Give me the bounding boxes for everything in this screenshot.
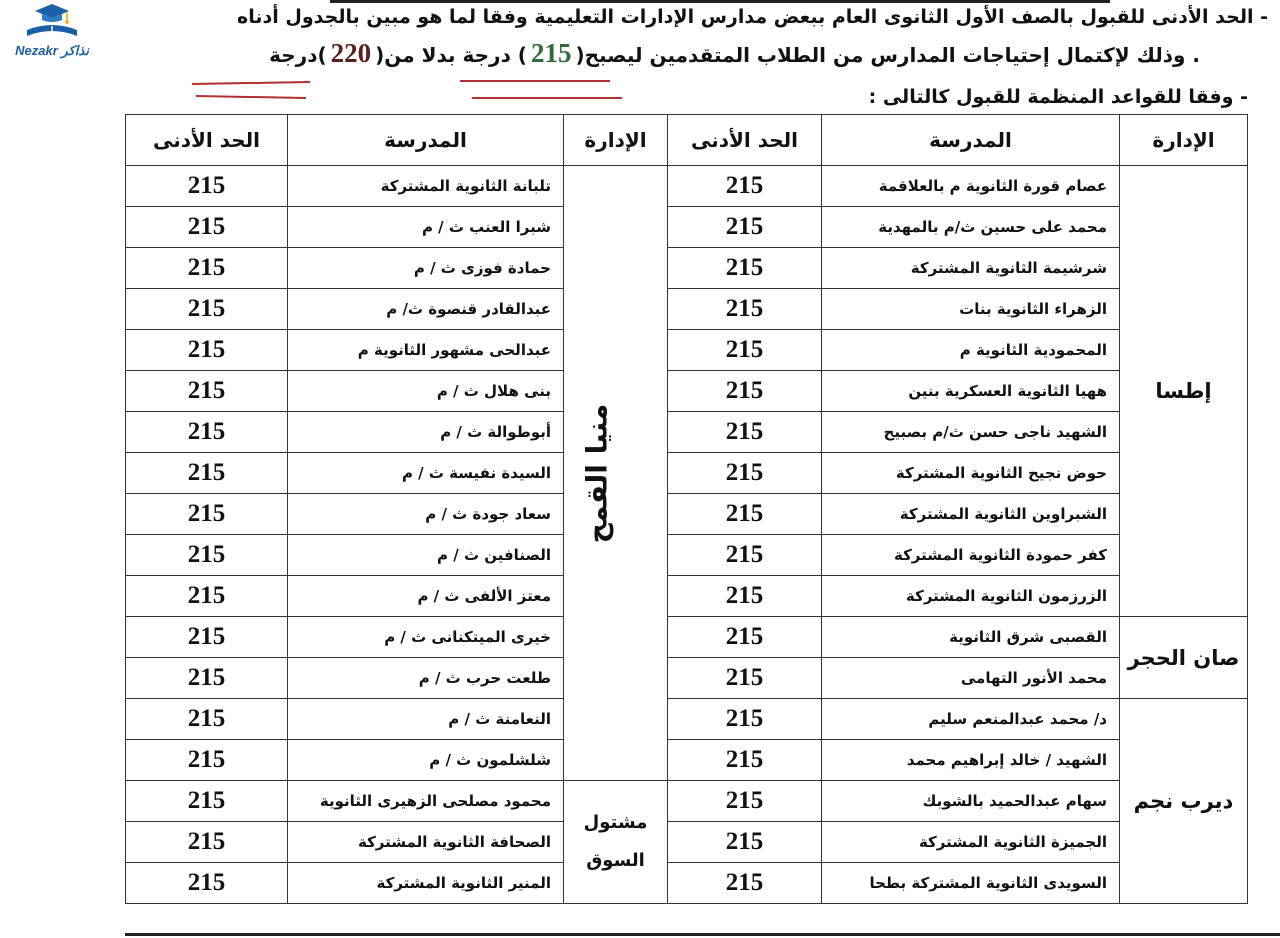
school-name: المنير الثانوية المشتركة — [288, 863, 564, 904]
school-name: أبوطوالة ث / م — [288, 412, 564, 453]
min-score: 215 — [668, 781, 822, 822]
school-name: محمود مصلحى الزهيرى الثانوية — [288, 781, 564, 822]
table-row — [126, 330, 1248, 371]
min-score: 215 — [126, 822, 288, 863]
min-score: 215 — [668, 617, 822, 658]
min-score: 215 — [126, 494, 288, 535]
handwritten-underline — [192, 81, 310, 85]
table-row — [126, 740, 1248, 781]
nezakr-logo — [6, 2, 98, 66]
table-row — [126, 494, 1248, 535]
school-name: ههيا الثانوية العسكرية بنين — [822, 371, 1120, 412]
admin-name: منيا القمح — [580, 403, 614, 543]
school-name: د/ محمد عبدالمنعم سليم — [822, 699, 1120, 740]
intro-line-2-a: . وذلك لإكتمال إحتياجات المدارس من الطلاب المتقدمين ليصبح( — [575, 43, 1200, 67]
school-name: عبدالحى مشهور الثانوية م — [288, 330, 564, 371]
school-name: السويدى الثانوية المشتركة بطحا — [822, 863, 1120, 904]
admin-name: ديرب نجم — [1133, 789, 1234, 813]
school-name: طلعت حرب ث / م — [288, 658, 564, 699]
admin-name: إطسا — [1155, 379, 1212, 403]
min-score: 215 — [126, 289, 288, 330]
school-name: سهام عبدالحميد بالشوبك — [822, 781, 1120, 822]
min-score: 215 — [126, 781, 288, 822]
school-name: السيدة نفيسة ث / م — [288, 453, 564, 494]
top-rule — [330, 0, 1110, 3]
school-name: شرشيمة الثانوية المشتركة — [822, 248, 1120, 289]
min-score: 215 — [668, 494, 822, 535]
school-name: الزرزمون الثانوية المشتركة — [822, 576, 1120, 617]
header-admin-left: الإدارة — [564, 115, 668, 166]
school-name: محمد على حسين ث/م بالمهدية — [822, 207, 1120, 248]
min-score: 215 — [126, 863, 288, 904]
old-score: 220 — [330, 38, 372, 68]
graduation-cap-book-icon — [21, 2, 83, 42]
admin-name: مشتول السوق — [583, 812, 648, 871]
min-score: 215 — [668, 453, 822, 494]
school-name: محمد الأنور التهامى — [822, 658, 1120, 699]
school-name: شلشلمون ث / م — [288, 740, 564, 781]
min-score: 215 — [126, 535, 288, 576]
school-name: عصام قورة الثانوية م بالعلاقمة — [822, 166, 1120, 207]
intro-line-1: - الحد الأدنى للقبول بالصف الأول الثانوى العام ببعض مدارس الإدارات التعليمية وفقا لما هو مبين بالجدول أدناه — [237, 6, 1268, 28]
table-row — [126, 576, 1248, 617]
admission-table — [125, 114, 1248, 904]
min-score: 215 — [668, 207, 822, 248]
min-score: 215 — [668, 535, 822, 576]
min-score: 215 — [126, 207, 288, 248]
min-score: 215 — [668, 166, 822, 207]
school-name: شبرا العنب ث / م — [288, 207, 564, 248]
table-row — [126, 863, 1248, 904]
handwritten-underline — [460, 80, 610, 82]
header-admin-right: الإدارة — [1120, 115, 1248, 166]
min-score: 215 — [126, 330, 288, 371]
school-name: حمادة فوزى ث / م — [288, 248, 564, 289]
admin-name: صان الحجر — [1127, 645, 1240, 670]
school-name: تلبانة الثانوية المشتركة — [288, 166, 564, 207]
header-school-left: المدرسة — [288, 115, 564, 166]
admin-cell — [1120, 166, 1248, 617]
table-row — [126, 617, 1248, 658]
min-score: 215 — [126, 576, 288, 617]
intro-line-2-b: ) درجة بدلا من( — [375, 43, 527, 67]
table-row — [126, 535, 1248, 576]
min-score: 215 — [668, 699, 822, 740]
header-school-right: المدرسة — [822, 115, 1120, 166]
school-name: معتز الألفى ث / م — [288, 576, 564, 617]
logo-text: Nezakr نذاكر — [15, 43, 89, 58]
handwritten-underline — [196, 95, 306, 99]
min-score: 215 — [668, 576, 822, 617]
school-name: الشهيد ناجى حسن ث/م بصبيح — [822, 412, 1120, 453]
table-row — [126, 289, 1248, 330]
min-score: 215 — [126, 740, 288, 781]
admin-cell — [564, 781, 668, 904]
school-name: الزهراء الثانوية بنات — [822, 289, 1120, 330]
table-row — [126, 412, 1248, 453]
school-name: المحمودية الثانوية م — [822, 330, 1120, 371]
table-row — [126, 207, 1248, 248]
table-row — [126, 166, 1248, 207]
school-name: الشهيد / خالد إبراهيم محمد — [822, 740, 1120, 781]
table-row — [126, 371, 1248, 412]
school-name: الجميزة الثانوية المشتركة — [822, 822, 1120, 863]
admin-cell — [564, 166, 668, 781]
school-name: النعامنة ث / م — [288, 699, 564, 740]
min-score: 215 — [126, 371, 288, 412]
handwritten-underline — [472, 97, 622, 99]
school-name: الصحافة الثانوية المشتركة — [288, 822, 564, 863]
admin-cell — [1120, 617, 1248, 699]
table-header-row — [126, 115, 1248, 166]
min-score: 215 — [668, 330, 822, 371]
min-score: 215 — [126, 658, 288, 699]
school-name: القصبى شرق الثانوية — [822, 617, 1120, 658]
intro-line-3: - وفقا للقواعد المنظمة للقبول كالتالى : — [868, 86, 1248, 108]
header-min-right: الحد الأدنى — [668, 115, 822, 166]
school-name: الصنافين ث / م — [288, 535, 564, 576]
new-score: 215 — [530, 38, 572, 68]
min-score: 215 — [126, 166, 288, 207]
school-name: الشبراوين الثانوية المشتركة — [822, 494, 1120, 535]
min-score: 215 — [668, 248, 822, 289]
school-name: بنى هلال ث / م — [288, 371, 564, 412]
min-score: 215 — [126, 699, 288, 740]
min-score: 215 — [126, 248, 288, 289]
table-row — [126, 699, 1248, 740]
intro-line-2 — [269, 38, 1200, 69]
min-score: 215 — [126, 453, 288, 494]
school-name: حوض نجيح الثانوية المشتركة — [822, 453, 1120, 494]
bottom-rule — [125, 933, 1280, 936]
min-score: 215 — [668, 412, 822, 453]
min-score: 215 — [668, 289, 822, 330]
header-min-left: الحد الأدنى — [126, 115, 288, 166]
min-score: 215 — [668, 822, 822, 863]
min-score: 215 — [126, 617, 288, 658]
min-score: 215 — [668, 863, 822, 904]
min-score: 215 — [668, 740, 822, 781]
intro-line-2-c: )درجة — [269, 43, 327, 67]
table-row — [126, 781, 1248, 822]
school-name: كفر حمودة الثانوية المشتركة — [822, 535, 1120, 576]
min-score: 215 — [668, 371, 822, 412]
table-row — [126, 453, 1248, 494]
school-name: خيرى الميتكنانى ث / م — [288, 617, 564, 658]
table-row — [126, 248, 1248, 289]
table-row — [126, 822, 1248, 863]
table-row — [126, 658, 1248, 699]
school-name: عبدالقادر قنصوة ث/ م — [288, 289, 564, 330]
admin-cell — [1120, 699, 1248, 904]
min-score: 215 — [668, 658, 822, 699]
school-name: سعاد جودة ث / م — [288, 494, 564, 535]
min-score: 215 — [126, 412, 288, 453]
